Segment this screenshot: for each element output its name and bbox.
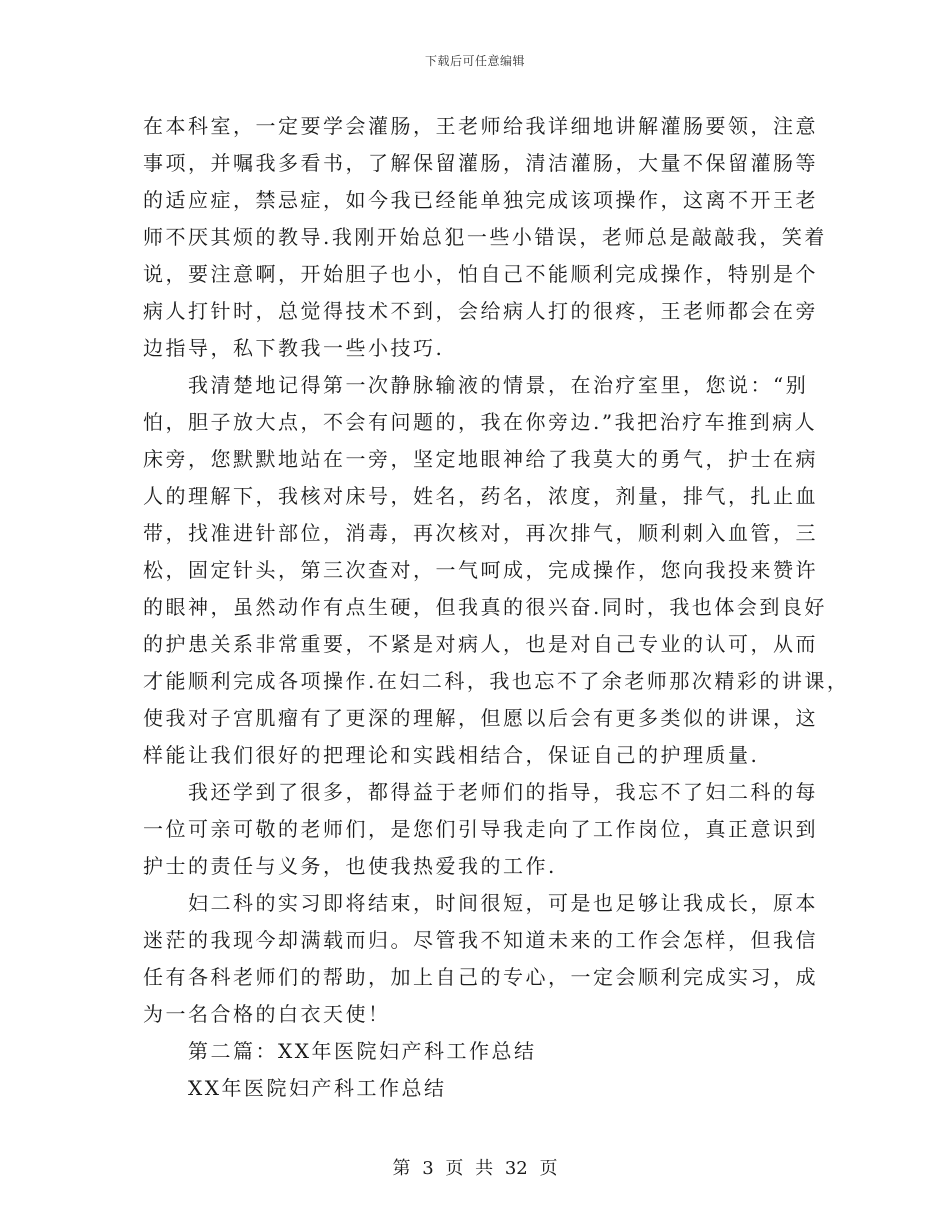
text-line: 迷茫的我现今却满载而归。尽管我不知道未来的工作会怎样，但我信 bbox=[143, 928, 818, 952]
text-line: 说，要注意啊，开始胆子也小，怕自己不能顺利完成操作，特别是个 bbox=[143, 262, 818, 286]
text-line: 使我对子宫肌瘤有了更深的理解，但愿以后会有更多类似的讲课，这 bbox=[143, 706, 818, 730]
text-line: 怕，胆子放大点，不会有问题的，我在你旁边.”我把治疗车推到病人 bbox=[143, 410, 818, 434]
section-heading: 第二篇：XX年医院妇产科工作总结 bbox=[188, 1039, 537, 1063]
text-line: 一位可亲可敬的老师们，是您们引导我走向了工作岗位，真正意识到 bbox=[143, 817, 818, 841]
text-line: 事项，并嘱我多看书，了解保留灌肠，清洁灌肠，大量不保留灌肠等 bbox=[143, 151, 818, 175]
text-line: 才能顺利完成各项操作.在妇二科，我也忘不了余老师那次精彩的讲课， bbox=[143, 669, 850, 693]
text-line: 松，固定针头，第三次查对，一气呵成，完成操作，您向我投来赞许 bbox=[143, 558, 818, 582]
text-line: 床旁，您默默地站在一旁，坚定地眼神给了我莫大的勇气，护士在病 bbox=[143, 447, 818, 471]
text-line: 的眼神，虽然动作有点生硬，但我真的很兴奋.同时，我也体会到良好 bbox=[143, 595, 827, 619]
section-title: XX年医院妇产科工作总结 bbox=[188, 1076, 447, 1100]
text-line: 病人打针时，总觉得技术不到，会给病人打的很疼，王老师都会在旁 bbox=[143, 299, 818, 323]
text-line: 样能让我们很好的把理论和实践相结合，保证自己的护理质量. bbox=[143, 743, 760, 767]
text-line: 带，找准进针部位，消毒，再次核对，再次排气，顺利刺入血管，三 bbox=[143, 521, 818, 545]
text-line: 为一名合格的白衣天使！ bbox=[143, 1002, 391, 1026]
document-body bbox=[143, 108, 850, 1107]
text-line: 人的理解下，我核对床号，姓名，药名，浓度，剂量，排气，扎止血 bbox=[143, 484, 818, 508]
text-line: 任有各科老师们的帮助，加上自己的专心，一定会顺利完成实习，成 bbox=[143, 965, 818, 989]
text-line: 边指导，私下教我一些小技巧. bbox=[143, 336, 445, 360]
text-line: 护士的责任与义务，也使我热爱我的工作. bbox=[143, 854, 557, 878]
text-line: 妇二科的实习即将结束，时间很短，可是也足够让我成长，原本 bbox=[188, 891, 818, 915]
text-line: 的护患关系非常重要，不紧是对病人，也是对自己专业的认可，从而 bbox=[143, 632, 818, 656]
text-line: 在本科室，一定要学会灌肠，王老师给我详细地讲解灌肠要领，注意 bbox=[143, 114, 818, 138]
text-line: 的适应症，禁忌症，如今我已经能单独完成该项操作，这离不开王老 bbox=[143, 188, 818, 212]
text-line: 我还学到了很多，都得益于老师们的指导，我忘不了妇二科的每 bbox=[188, 780, 818, 804]
text-line: 我清楚地记得第一次静脉输液的情景，在治疗室里，您说：“别 bbox=[188, 373, 809, 397]
page-header: 下载后可任意编辑 bbox=[424, 54, 525, 68]
page-number: 第 3 页 共 32 页 bbox=[392, 1158, 558, 1179]
text-line: 师不厌其烦的教导.我刚开始总犯一些小错误，老师总是敲敲我，笑着 bbox=[143, 225, 827, 249]
